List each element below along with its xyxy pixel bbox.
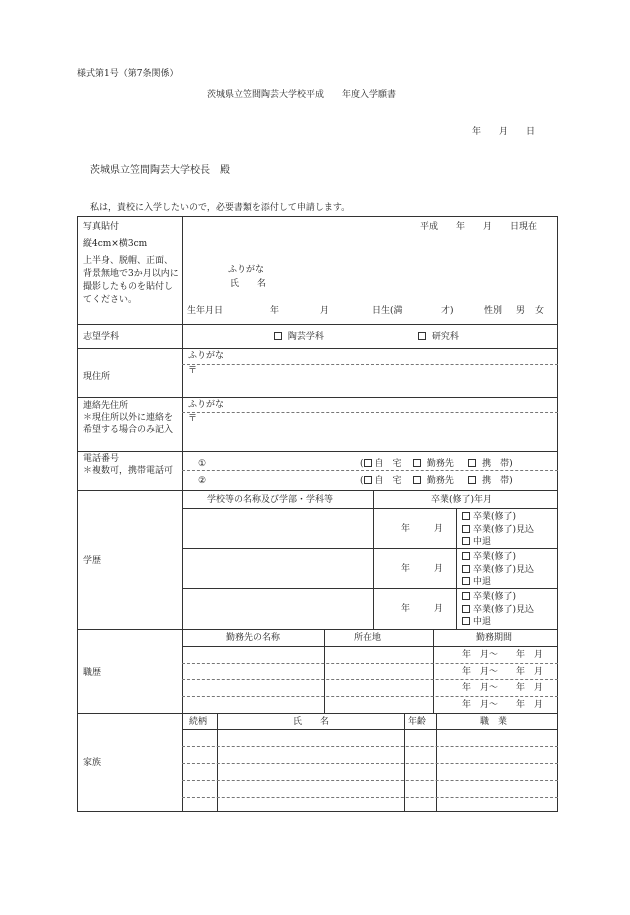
edu1-year: 年 xyxy=(401,524,411,534)
name-label: 氏 名 xyxy=(230,279,267,289)
addressee: 茨城県立笠間陶芸大学校長 殿 xyxy=(90,165,230,176)
family-col-name: 氏 名 xyxy=(293,717,330,727)
employment-label: 職歴 xyxy=(83,668,102,678)
address-postal: 〒 xyxy=(188,366,198,376)
employment-col-location: 所在地 xyxy=(354,633,382,643)
employment-col-company: 勤務先の名称 xyxy=(226,633,281,643)
edu3-status[interactable]: 卒業(修了) 卒業(修了)見込 中退 xyxy=(462,591,534,629)
photo-size: 縦4cm×横3cm xyxy=(83,239,148,249)
sex-label: 性別 xyxy=(484,306,503,316)
edu1-month: 月 xyxy=(434,524,444,534)
department-option-research[interactable]: 研究科 xyxy=(418,332,459,342)
family-col-age: 年齢 xyxy=(408,717,427,727)
edu2-month: 月 xyxy=(434,564,444,574)
education-col-grad: 卒業(修了)年月 xyxy=(431,495,493,505)
age-unit: 才) xyxy=(441,306,454,316)
contact-note: ＊現住所以外に連絡を希望する場合のみ記入 xyxy=(83,413,174,435)
birth-label: 生年月日 xyxy=(187,306,224,316)
form-id: 様式第1号（第7条関係） xyxy=(77,69,179,79)
birth-year: 年 xyxy=(270,306,280,316)
contact-label: 連絡先住所 xyxy=(83,401,129,411)
employment-col-period: 勤務期間 xyxy=(476,633,513,643)
birth-day-age: 日生(満 xyxy=(372,306,403,316)
department-option-ceramics[interactable]: 陶芸学科 xyxy=(274,332,324,342)
family-col-relation: 続柄 xyxy=(189,717,208,727)
photo-instructions: 上半身、脱帽、正面、背景無地で3か月以内に撮影したものを貼付してください。 xyxy=(83,256,179,306)
intro-text: 私は，貴校に入学したいので，必要書類を添付して申請します。 xyxy=(90,203,351,213)
phone2-type[interactable]: ( 自 宅 勤務先 携 帯) xyxy=(360,476,513,486)
education-label: 学歴 xyxy=(83,556,102,566)
education-col-school: 学校等の名称及び学部・学科等 xyxy=(207,495,334,505)
sex-male[interactable]: 男 xyxy=(516,306,526,316)
photo-label: 写真貼付 xyxy=(83,222,120,232)
phone1-type[interactable]: ( 自 宅 勤務先 携 帯) xyxy=(360,459,513,469)
application-form xyxy=(77,216,558,812)
edu3-year: 年 xyxy=(401,604,411,614)
employment-period-2: 年 月～ 年 月 xyxy=(462,667,544,677)
edu1-status[interactable]: 卒業(修了) 卒業(修了)見込 中退 xyxy=(462,511,534,549)
sex-female[interactable]: 女 xyxy=(535,306,545,316)
edu2-year: 年 xyxy=(401,564,411,574)
as-of-date: 平成 年 月 日現在 xyxy=(420,222,538,232)
employment-period-4: 年 月～ 年 月 xyxy=(462,700,544,710)
address-furigana: ふりがな xyxy=(188,351,225,361)
address-label: 現住所 xyxy=(83,372,111,382)
family-col-occupation: 職 業 xyxy=(480,717,508,727)
employment-period-3: 年 月～ 年 月 xyxy=(462,683,544,693)
date-line: 年 月 日 xyxy=(472,127,536,137)
department-label: 志望学科 xyxy=(83,332,120,342)
employment-period-1: 年 月～ 年 月 xyxy=(462,650,544,660)
furigana-label: ふりがな xyxy=(228,265,265,275)
edu3-month: 月 xyxy=(434,604,444,614)
phone-num1: ① xyxy=(198,459,207,469)
page-title: 茨城県立笠間陶芸大学校平成 年度入学願書 xyxy=(207,90,397,100)
contact-postal: 〒 xyxy=(188,414,198,424)
phone-num2: ② xyxy=(198,476,207,486)
family-label: 家族 xyxy=(83,758,102,768)
birth-month: 月 xyxy=(320,306,330,316)
edu2-status[interactable]: 卒業(修了) 卒業(修了)見込 中退 xyxy=(462,551,534,589)
contact-furigana: ふりがな xyxy=(188,400,225,410)
phone-note: ＊複数可，携帯電話可 xyxy=(83,466,174,476)
phone-label: 電話番号 xyxy=(83,454,120,464)
